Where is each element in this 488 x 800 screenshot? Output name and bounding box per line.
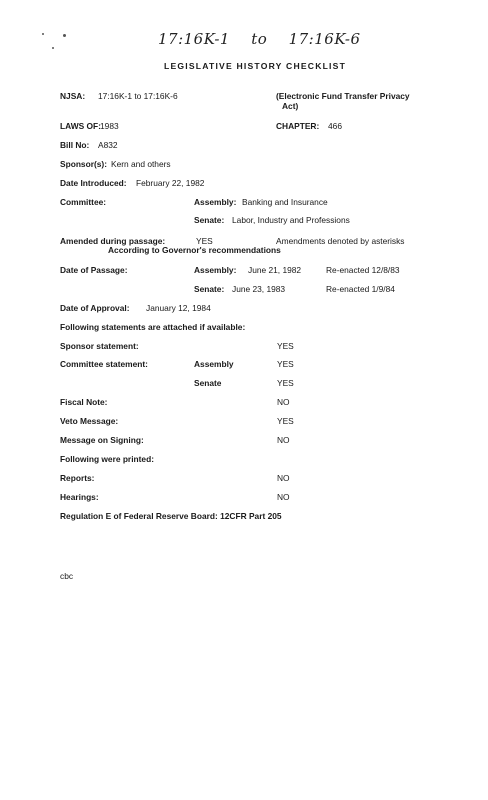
- committee-statement-senate-value: YES: [277, 378, 294, 388]
- sponsor-statement-value: YES: [277, 341, 294, 351]
- passage-senate-value: June 23, 1983: [232, 284, 286, 294]
- sponsors-label: Sponsor(s):: [60, 159, 107, 169]
- committee-assembly-label: Assembly:: [194, 197, 237, 207]
- attached-heading: Following statements are attached if available:: [60, 322, 246, 332]
- bill-no-value: A832: [98, 140, 118, 150]
- handwritten-from: 17:16K-1: [158, 30, 230, 48]
- reports-value: NO: [277, 473, 290, 483]
- chapter-value: 466: [328, 121, 342, 131]
- sponsor-statement-label: Sponsor statement:: [60, 341, 139, 351]
- hearings-value: NO: [277, 492, 290, 502]
- passage-senate-label: Senate:: [194, 284, 225, 294]
- laws-of-value: 1983: [100, 121, 119, 131]
- njsa-label: NJSA:: [60, 91, 86, 101]
- passage-senate-reenacted: Re-enacted 1/9/84: [326, 284, 395, 294]
- act-name-line2: Act): [282, 101, 299, 111]
- page-title: LEGISLATIVE HISTORY CHECKLIST: [164, 61, 347, 71]
- committee-statement-assembly-label: Assembly: [194, 359, 234, 369]
- date-of-approval-label: Date of Approval:: [60, 303, 130, 313]
- reports-label: Reports:: [60, 473, 95, 483]
- scan-speck: [52, 47, 54, 49]
- sponsors-value: Kern and others: [111, 159, 171, 169]
- veto-message-label: Veto Message:: [60, 416, 119, 426]
- committee-statement-senate-label: Senate: [194, 378, 222, 388]
- act-name-line1: (Electronic Fund Transfer Privacy: [276, 91, 410, 101]
- scan-speck: [42, 33, 44, 35]
- amended-value: YES: [196, 236, 213, 246]
- footer-initials: cbc: [60, 571, 74, 581]
- date-introduced-label: Date Introduced:: [60, 178, 127, 188]
- scan-speck: [63, 34, 66, 37]
- message-on-signing-label: Message on Signing:: [60, 435, 144, 445]
- passage-assembly-value: June 21, 1982: [248, 265, 302, 275]
- committee-senate-label: Senate:: [194, 215, 225, 225]
- veto-message-value: YES: [277, 416, 294, 426]
- committee-assembly-value: Banking and Insurance: [242, 197, 328, 207]
- regulation-line: Regulation E of Federal Reserve Board: 12CFR Part 205: [60, 511, 282, 521]
- handwritten-to-word: to: [251, 30, 268, 48]
- fiscal-note-label: Fiscal Note:: [60, 397, 108, 407]
- committee-label: Committee:: [60, 197, 107, 207]
- amended-label: Amended during passage:: [60, 236, 166, 246]
- date-of-passage-label: Date of Passage:: [60, 265, 128, 275]
- handwritten-header: [158, 30, 361, 48]
- printed-heading: Following were printed:: [60, 454, 154, 464]
- bill-no-label: Bill No:: [60, 140, 90, 150]
- date-introduced-value: February 22, 1982: [136, 178, 205, 188]
- committee-statement-assembly-value: YES: [277, 359, 294, 369]
- date-of-approval-value: January 12, 1984: [146, 303, 211, 313]
- passage-assembly-reenacted: Re-enacted 12/8/83: [326, 265, 400, 275]
- amended-note: Amendments denoted by asterisks: [276, 236, 405, 246]
- njsa-value: 17:16K-1 to 17:16K-6: [98, 91, 178, 101]
- fiscal-note-value: NO: [277, 397, 290, 407]
- amended-note2: According to Governor's recommendations: [108, 245, 281, 255]
- chapter-label: CHAPTER:: [276, 121, 320, 131]
- handwritten-to: 17:16K-6: [288, 30, 361, 48]
- hearings-label: Hearings:: [60, 492, 99, 502]
- laws-of-label: LAWS OF:: [60, 121, 101, 131]
- message-on-signing-value: NO: [277, 435, 290, 445]
- committee-senate-value: Labor, Industry and Professions: [232, 215, 350, 225]
- committee-statement-label: Committee statement:: [60, 359, 148, 369]
- passage-assembly-label: Assembly:: [194, 265, 237, 275]
